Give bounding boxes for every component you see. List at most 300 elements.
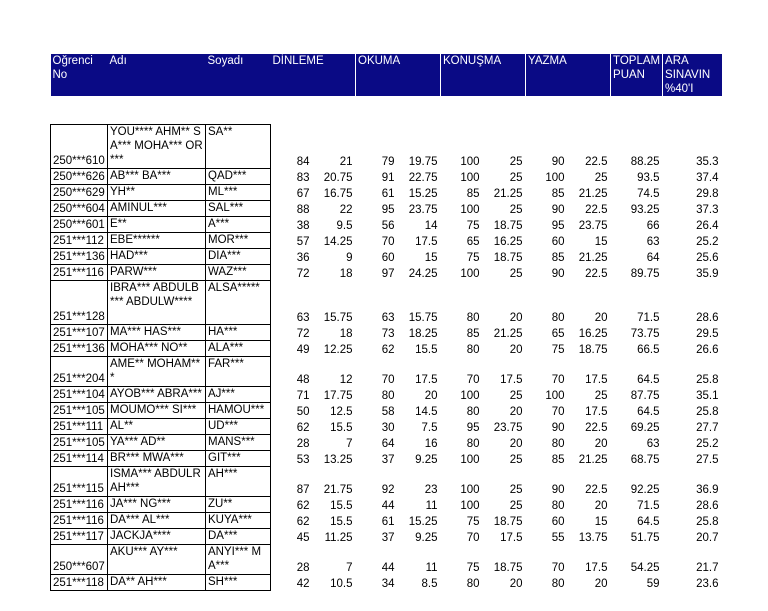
cell-writing-score: 17.5 <box>585 561 608 574</box>
cell-student-no: 251***204 <box>51 357 108 387</box>
cell-writing-raw: 80 <box>551 311 565 324</box>
header-listening: DİNLEME <box>271 54 356 96</box>
cell-reading-raw: 37 <box>381 531 395 544</box>
cell-speaking-raw: 75 <box>466 515 480 528</box>
cell-writing-raw: 85 <box>551 187 565 200</box>
cell-surname: ZU** <box>206 497 271 513</box>
cell-total: 92.25 <box>630 483 660 496</box>
cell-speaking-score: 25 <box>509 453 523 466</box>
cell-reading-score: 15.5 <box>415 343 438 356</box>
cell-reading-score: 15.25 <box>408 187 438 200</box>
cell-speaking-raw: 95 <box>466 421 480 434</box>
cell-reading-score: 23 <box>424 483 438 496</box>
cell-reading-score: 17.5 <box>415 373 438 386</box>
cell-listening-score: 20.75 <box>323 171 353 184</box>
cell-total: 89.75 <box>630 267 660 280</box>
cell-speaking-raw: 100 <box>460 499 480 512</box>
empty-cell <box>271 96 313 125</box>
cell-writing-score: 15 <box>594 515 608 528</box>
cell-writing-raw: 55 <box>551 531 565 544</box>
cell-midterm-40: 35.3 <box>696 155 719 168</box>
cell-surname: SAL*** <box>206 201 271 217</box>
cell-surname: AH*** <box>206 467 271 497</box>
cell-speaking-score: 23.75 <box>493 421 523 434</box>
cell-midterm-40: 21.7 <box>696 561 719 574</box>
table-row <box>51 435 722 451</box>
cell-total: 88.25 <box>630 155 660 168</box>
cell-reading-score: 14 <box>424 219 438 232</box>
cell-midterm-40: 25.8 <box>696 373 719 386</box>
cell-midterm-40: 29.8 <box>696 187 719 200</box>
cell-student-no: 251***111 <box>51 419 108 435</box>
cell-reading-score: 22.75 <box>408 171 438 184</box>
cell-reading-score: 11 <box>425 561 438 574</box>
cell-speaking-raw: 85 <box>466 187 480 200</box>
cell-reading-score: 23.75 <box>408 203 438 216</box>
cell-name: AYOB*** ABRA*** <box>108 387 206 403</box>
cell-speaking-score: 16.25 <box>493 235 523 248</box>
cell-surname: KUYA*** <box>206 513 271 529</box>
cell-total: 64.5 <box>637 373 660 386</box>
table-row <box>51 281 722 325</box>
cell-speaking-raw: 70 <box>466 531 480 544</box>
cell-listening-score: 10.5 <box>330 577 353 590</box>
cell-reading-raw: 61 <box>381 515 395 528</box>
cell-listening-score: 13.25 <box>323 453 353 466</box>
cell-reading-score: 11 <box>425 499 438 512</box>
cell-listening-raw: 62 <box>296 515 310 528</box>
cell-name: HAD*** <box>108 249 206 265</box>
cell-total: 66.5 <box>637 343 660 356</box>
cell-student-no: 251***136 <box>51 249 108 265</box>
cell-name: ISMA*** ABDULRAH*** <box>108 467 206 497</box>
cell-writing-raw: 90 <box>551 267 565 280</box>
cell-writing-raw: 85 <box>551 453 565 466</box>
cell-reading-raw: 56 <box>381 219 395 232</box>
cell-speaking-raw: 100 <box>460 203 480 216</box>
cell-surname: SA** <box>206 125 271 169</box>
header-writing: YAZMA <box>526 54 611 96</box>
table-row <box>51 451 722 467</box>
cell-writing-raw: 75 <box>551 343 565 356</box>
cell-listening-raw: 28 <box>296 437 310 450</box>
cell-speaking-score: 20 <box>509 343 523 356</box>
table-row <box>51 357 722 387</box>
cell-writing-score: 22.5 <box>585 203 608 216</box>
cell-name: IBRA*** ABDULB*** ABDULW**** <box>108 281 206 325</box>
empty-cell <box>108 96 206 125</box>
header-midterm: ARA SINAVIN %40'I <box>663 54 722 96</box>
cell-reading-raw: 92 <box>381 483 395 496</box>
cell-writing-raw: 80 <box>551 437 565 450</box>
cell-writing-score: 15 <box>594 235 608 248</box>
cell-listening-score: 7 <box>346 561 353 574</box>
cell-surname: A*** <box>206 217 271 233</box>
cell-reading-raw: 63 <box>381 311 395 324</box>
cell-midterm-40: 37.4 <box>696 171 719 184</box>
cell-reading-score: 9.25 <box>415 453 438 466</box>
cell-listening-raw: 67 <box>296 187 310 200</box>
cell-speaking-score: 21.25 <box>493 187 523 200</box>
cell-total: 59 <box>646 577 660 590</box>
cell-writing-score: 13.75 <box>578 531 608 544</box>
cell-reading-score: 19.75 <box>408 155 438 168</box>
cell-name: JACKJA**** <box>108 529 206 545</box>
cell-surname: ALA*** <box>206 341 271 357</box>
cell-name: AL** <box>108 419 206 435</box>
cell-midterm-40: 23.6 <box>696 577 719 590</box>
cell-student-no: 251***117 <box>51 529 108 545</box>
cell-speaking-raw: 100 <box>460 267 480 280</box>
cell-student-no: 251***136 <box>51 341 108 357</box>
cell-name: PARW*** <box>108 265 206 281</box>
cell-writing-score: 21.25 <box>578 187 608 200</box>
cell-writing-raw: 90 <box>551 203 565 216</box>
cell-listening-score: 15.5 <box>330 421 353 434</box>
cell-name: YOU**** AHM** SA*** MOHA*** OR*** <box>108 125 206 169</box>
cell-listening-raw: 72 <box>296 327 310 340</box>
cell-total: 64.5 <box>637 405 660 418</box>
grades-table <box>50 54 722 591</box>
cell-speaking-raw: 80 <box>466 577 480 590</box>
table-row <box>51 403 722 419</box>
cell-reading-score: 7.5 <box>421 421 438 434</box>
cell-listening-score: 22 <box>339 203 353 216</box>
cell-reading-score: 15 <box>424 251 438 264</box>
header-reading: OKUMA <box>356 54 441 96</box>
cell-total: 74.5 <box>637 187 660 200</box>
cell-listening-raw: 84 <box>296 155 310 168</box>
empty-cell <box>398 96 441 125</box>
cell-listening-score: 14.25 <box>323 235 353 248</box>
cell-student-no: 250***626 <box>51 169 108 185</box>
cell-reading-raw: 97 <box>381 267 395 280</box>
cell-midterm-40: 20.7 <box>696 531 719 544</box>
cell-listening-score: 9 <box>346 251 353 264</box>
cell-reading-raw: 70 <box>381 373 395 386</box>
cell-reading-score: 17.5 <box>415 235 438 248</box>
cell-speaking-raw: 100 <box>460 171 480 184</box>
empty-cell <box>313 96 356 125</box>
cell-writing-raw: 70 <box>551 373 565 386</box>
cell-speaking-score: 20 <box>509 311 523 324</box>
cell-name: AKU*** AY*** <box>108 545 206 575</box>
table-row <box>51 169 722 185</box>
cell-reading-score: 14.5 <box>415 405 438 418</box>
cell-name: BR*** MWA*** <box>108 451 206 467</box>
cell-midterm-40: 35.1 <box>696 389 719 402</box>
cell-speaking-raw: 100 <box>460 453 480 466</box>
table-row <box>51 575 722 591</box>
table-row <box>51 513 722 529</box>
cell-listening-score: 9.5 <box>336 219 353 232</box>
cell-reading-score: 15.75 <box>408 311 438 324</box>
table-row <box>51 419 722 435</box>
cell-midterm-40: 25.2 <box>696 437 719 450</box>
cell-speaking-raw: 65 <box>466 235 480 248</box>
empty-cell <box>663 96 722 125</box>
cell-reading-raw: 73 <box>381 327 395 340</box>
cell-reading-raw: 30 <box>381 421 395 434</box>
cell-speaking-score: 21.25 <box>493 327 523 340</box>
cell-speaking-score: 25 <box>509 499 523 512</box>
cell-student-no: 250***610 <box>51 125 108 169</box>
cell-listening-score: 15.5 <box>330 515 353 528</box>
table-row <box>51 249 722 265</box>
cell-reading-raw: 34 <box>381 577 395 590</box>
cell-reading-raw: 60 <box>381 251 395 264</box>
cell-name: MA*** HAS*** <box>108 325 206 341</box>
table-row <box>51 325 722 341</box>
cell-reading-raw: 44 <box>381 561 395 574</box>
cell-speaking-raw: 80 <box>466 437 480 450</box>
cell-writing-score: 23.75 <box>578 219 608 232</box>
table-row <box>51 545 722 575</box>
cell-reading-raw: 58 <box>381 405 395 418</box>
cell-student-no: 251***115 <box>51 467 108 497</box>
cell-listening-raw: 45 <box>296 531 310 544</box>
grade-sheet <box>50 54 720 591</box>
cell-speaking-raw: 75 <box>466 251 480 264</box>
cell-listening-score: 7 <box>346 437 353 450</box>
cell-listening-raw: 38 <box>296 219 310 232</box>
cell-reading-score: 8.5 <box>421 577 438 590</box>
cell-student-no: 250***629 <box>51 185 108 201</box>
cell-surname: DIA*** <box>206 249 271 265</box>
cell-speaking-score: 25 <box>509 155 523 168</box>
cell-writing-raw: 100 <box>545 171 565 184</box>
cell-total: 66 <box>646 219 660 232</box>
cell-listening-score: 15.5 <box>330 499 353 512</box>
header-speaking: KONUŞMA <box>441 54 526 96</box>
cell-writing-score: 17.5 <box>585 373 608 386</box>
cell-total: 64.5 <box>637 515 660 528</box>
cell-student-no: 251***105 <box>51 435 108 451</box>
cell-student-no: 250***601 <box>51 217 108 233</box>
cell-total: 64 <box>646 251 660 264</box>
cell-writing-raw: 80 <box>551 577 565 590</box>
cell-student-no: 251***104 <box>51 387 108 403</box>
cell-total: 69.25 <box>630 421 660 434</box>
cell-writing-raw: 70 <box>551 561 565 574</box>
cell-name: DA*** AL*** <box>108 513 206 529</box>
cell-writing-score: 20 <box>594 577 608 590</box>
cell-listening-raw: 87 <box>296 483 310 496</box>
table-row <box>51 529 722 545</box>
cell-surname: HAMOU*** <box>206 403 271 419</box>
cell-speaking-score: 25 <box>509 389 523 402</box>
cell-reading-raw: 37 <box>381 453 395 466</box>
cell-listening-raw: 71 <box>296 389 310 402</box>
cell-name: DA** AH*** <box>108 575 206 591</box>
empty-cell <box>483 96 526 125</box>
cell-midterm-40: 25.8 <box>696 515 719 528</box>
cell-listening-raw: 36 <box>296 251 310 264</box>
table-row <box>51 185 722 201</box>
empty-cell <box>526 96 568 125</box>
cell-midterm-40: 28.6 <box>696 311 719 324</box>
table-row <box>51 387 722 403</box>
cell-total: 68.75 <box>630 453 660 466</box>
cell-total: 93.25 <box>630 203 660 216</box>
cell-total: 63 <box>646 437 660 450</box>
cell-reading-raw: 70 <box>381 235 395 248</box>
cell-writing-score: 17.5 <box>585 405 608 418</box>
empty-cell <box>568 96 611 125</box>
cell-speaking-score: 18.75 <box>493 515 523 528</box>
cell-midterm-40: 29.5 <box>696 327 719 340</box>
cell-writing-score: 20 <box>594 499 608 512</box>
cell-speaking-raw: 70 <box>466 373 480 386</box>
cell-name: AMINUL*** <box>108 201 206 217</box>
cell-reading-score: 18.25 <box>408 327 438 340</box>
cell-reading-raw: 61 <box>381 187 395 200</box>
cell-listening-score: 15.75 <box>323 311 353 324</box>
cell-midterm-40: 27.5 <box>696 453 719 466</box>
header-row <box>51 54 722 96</box>
header-gap-row <box>51 96 722 125</box>
cell-listening-score: 11.25 <box>324 531 353 544</box>
cell-reading-score: 15.25 <box>408 515 438 528</box>
cell-writing-score: 25 <box>594 171 608 184</box>
cell-writing-score: 18.75 <box>578 343 608 356</box>
cell-surname: ALSA***** <box>206 281 271 325</box>
cell-listening-score: 17.75 <box>323 389 353 402</box>
cell-writing-raw: 100 <box>545 389 565 402</box>
header-total: TOPLAM PUAN <box>611 54 663 96</box>
cell-listening-raw: 49 <box>296 343 310 356</box>
cell-student-no: 251***116 <box>51 265 108 281</box>
cell-student-no: 251***118 <box>51 575 108 591</box>
cell-listening-raw: 48 <box>296 373 310 386</box>
cell-student-no: 251***128 <box>51 281 108 325</box>
cell-writing-score: 20 <box>594 437 608 450</box>
cell-student-no: 251***112 <box>51 233 108 249</box>
cell-midterm-40: 25.6 <box>696 251 719 264</box>
cell-speaking-raw: 80 <box>466 311 480 324</box>
cell-midterm-40: 25.2 <box>696 235 719 248</box>
cell-midterm-40: 26.6 <box>696 343 719 356</box>
cell-surname: MOR*** <box>206 233 271 249</box>
cell-total: 63 <box>646 235 660 248</box>
cell-student-no: 251***116 <box>51 513 108 529</box>
cell-name: EBE****** <box>108 233 206 249</box>
cell-speaking-score: 18.75 <box>493 219 523 232</box>
cell-reading-score: 24.25 <box>408 267 438 280</box>
cell-writing-score: 16.25 <box>578 327 608 340</box>
cell-name: YA*** AD** <box>108 435 206 451</box>
cell-speaking-score: 20 <box>509 405 523 418</box>
cell-listening-raw: 42 <box>296 577 310 590</box>
cell-surname: ML*** <box>206 185 271 201</box>
cell-listening-raw: 62 <box>296 421 310 434</box>
table-row <box>51 265 722 281</box>
cell-writing-raw: 95 <box>551 219 565 232</box>
cell-reading-score: 9.25 <box>415 531 438 544</box>
cell-student-no: 251***105 <box>51 403 108 419</box>
cell-name: MOHA*** NO** <box>108 341 206 357</box>
cell-student-no: 251***114 <box>51 451 108 467</box>
cell-reading-score: 20 <box>424 389 438 402</box>
cell-surname: UD*** <box>206 419 271 435</box>
cell-speaking-score: 20 <box>509 437 523 450</box>
header-surname: Soyadı <box>206 54 271 96</box>
cell-speaking-score: 17.5 <box>500 531 523 544</box>
cell-student-no: 251***107 <box>51 325 108 341</box>
cell-writing-raw: 80 <box>551 499 565 512</box>
cell-writing-score: 21.25 <box>578 453 608 466</box>
cell-speaking-raw: 85 <box>466 327 480 340</box>
cell-writing-raw: 65 <box>551 327 565 340</box>
cell-listening-score: 12.25 <box>323 343 353 356</box>
cell-total: 54.25 <box>630 561 660 574</box>
cell-listening-score: 12.5 <box>330 405 353 418</box>
cell-surname: DA*** <box>206 529 271 545</box>
cell-speaking-score: 18.75 <box>493 251 523 264</box>
cell-reading-raw: 79 <box>381 155 395 168</box>
cell-writing-score: 20 <box>594 311 608 324</box>
cell-name: YH** <box>108 185 206 201</box>
header-name: Adı <box>108 54 206 96</box>
cell-surname: FAR*** <box>206 357 271 387</box>
cell-listening-raw: 28 <box>296 561 310 574</box>
cell-speaking-raw: 100 <box>460 389 480 402</box>
cell-speaking-score: 17.5 <box>500 373 523 386</box>
table-row <box>51 201 722 217</box>
cell-writing-raw: 60 <box>551 515 565 528</box>
empty-cell <box>356 96 398 125</box>
cell-listening-score: 18 <box>339 267 353 280</box>
cell-listening-raw: 83 <box>296 171 310 184</box>
cell-speaking-score: 25 <box>509 203 523 216</box>
cell-reading-raw: 91 <box>381 171 395 184</box>
cell-writing-score: 22.5 <box>585 421 608 434</box>
cell-reading-raw: 64 <box>381 437 395 450</box>
cell-name: MOUMO*** SI*** <box>108 403 206 419</box>
empty-cell <box>611 96 663 125</box>
cell-listening-raw: 63 <box>296 311 310 324</box>
cell-listening-raw: 62 <box>296 499 310 512</box>
cell-speaking-score: 20 <box>509 577 523 590</box>
header-student-no: Oğrenci No <box>51 54 108 96</box>
cell-total: 93.5 <box>637 171 660 184</box>
cell-writing-raw: 90 <box>551 421 565 434</box>
empty-cell <box>441 96 483 125</box>
cell-surname: GIT*** <box>206 451 271 467</box>
cell-student-no: 250***604 <box>51 201 108 217</box>
cell-writing-score: 22.5 <box>585 155 608 168</box>
cell-midterm-40: 27.7 <box>696 421 719 434</box>
cell-speaking-score: 25 <box>509 483 523 496</box>
cell-writing-score: 21.25 <box>578 251 608 264</box>
table-row <box>51 125 722 169</box>
cell-midterm-40: 26.4 <box>696 219 719 232</box>
cell-reading-raw: 95 <box>381 203 395 216</box>
cell-midterm-40: 36.9 <box>696 483 719 496</box>
table-row <box>51 341 722 357</box>
cell-writing-score: 25 <box>594 389 608 402</box>
table-row <box>51 497 722 513</box>
empty-cell <box>206 96 271 125</box>
cell-total: 73.75 <box>630 327 660 340</box>
cell-speaking-score: 18.75 <box>493 561 523 574</box>
cell-writing-raw: 70 <box>551 405 565 418</box>
cell-speaking-raw: 80 <box>466 343 480 356</box>
cell-listening-raw: 72 <box>296 267 310 280</box>
cell-listening-raw: 57 <box>296 235 310 248</box>
cell-speaking-score: 25 <box>509 171 523 184</box>
cell-listening-raw: 50 <box>296 405 310 418</box>
